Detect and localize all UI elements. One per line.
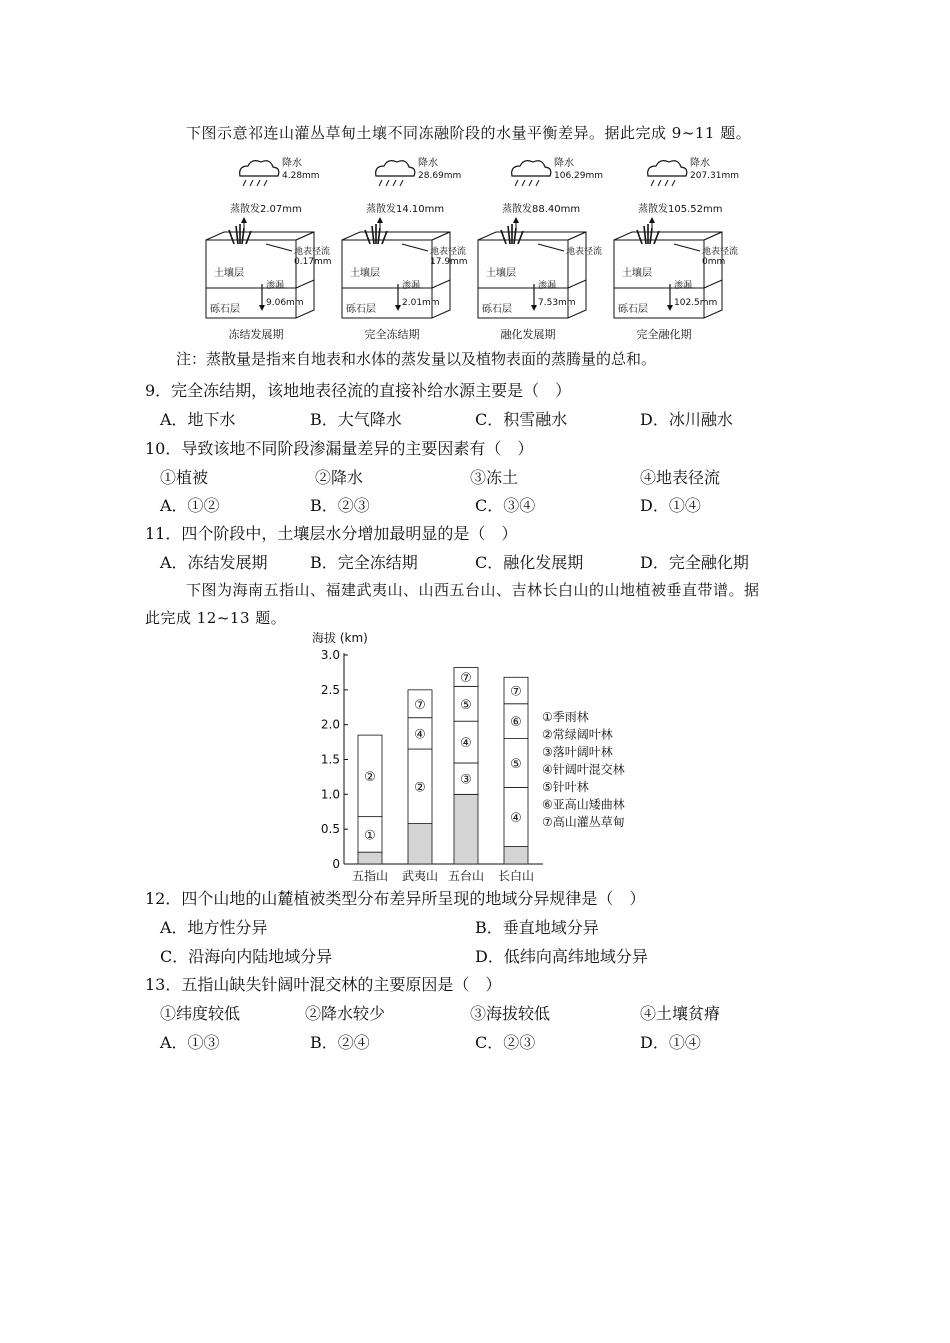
q10-item-2: ②降水 [315, 468, 364, 487]
legend-entry: ③落叶阔叶林 [542, 745, 613, 759]
gravel-layer-label: 砾石层 [346, 304, 376, 315]
bar-segment-label: ⑤ [460, 697, 472, 713]
question-10-stem: 10．导致该地不同阶段渗漏量差异的主要因素有（ ） [145, 439, 534, 458]
q13-option-a[interactable]: A．①③ [160, 1033, 220, 1052]
intro-text-12-13-line2: 此完成 12~13 题。 [145, 609, 287, 627]
seep-label: 渗漏 [266, 281, 285, 291]
seep-value: 7.53mm [538, 298, 576, 308]
runoff-label: 地表径流 [702, 247, 739, 257]
q9-option-c[interactable]: C．积雪融水 [475, 410, 568, 429]
q12-option-c[interactable]: C．沿海向内陆地域分异 [160, 947, 333, 966]
gravel-layer-label: 砾石层 [482, 304, 512, 315]
freeze-thaw-panel [478, 156, 603, 341]
bar-segment-label: ⑦ [510, 684, 522, 700]
question-9-stem: 9．完全冻结期，该地地表径流的直接补给水源主要是（ ） [145, 381, 572, 400]
bar-base-shaded [454, 794, 478, 864]
freeze-thaw-panel [614, 156, 739, 341]
rain-icon [672, 180, 675, 186]
question-13-stem: 13．五指山缺失针阔叶混交林的主要原因是（ ） [145, 975, 502, 994]
runoff-label: 地表径流 [294, 247, 331, 257]
soil-layer-label: 土壤层 [350, 268, 380, 279]
legend-entry: ①季雨林 [542, 710, 589, 724]
seep-label: 渗漏 [674, 281, 693, 291]
freeze-thaw-panel [206, 156, 332, 341]
rain-icon [400, 180, 403, 186]
q9-option-a[interactable]: A．地下水 [160, 410, 236, 429]
q12-option-a[interactable]: A．地方性分异 [160, 918, 268, 937]
q10-item-1: ①植被 [160, 468, 209, 487]
bar-segment-label: ⑥ [510, 715, 522, 731]
runoff-value: 0.17mm [294, 257, 332, 267]
q13-option-c[interactable]: C．②③ [475, 1033, 536, 1052]
bar-segment-label: ④ [414, 727, 426, 743]
q12-option-b[interactable]: B．垂直地域分异 [475, 918, 599, 937]
precip-value: 4.28mm [282, 171, 320, 181]
rain-icon [529, 180, 532, 186]
q10-option-b[interactable]: B．②③ [310, 496, 370, 515]
q9-option-d[interactable]: D．冰川融水 [640, 410, 733, 429]
intro-text-12-13-line1: 下图为海南五指山、福建武夷山、山西五台山、吉林长白山的山地植被垂直带谱。据 [186, 581, 760, 599]
q11-option-d[interactable]: D．完全融化期 [640, 553, 749, 572]
freeze-thaw-panel [342, 156, 468, 341]
y-tick-label: 0 [332, 857, 340, 871]
soil-layer-label: 土壤层 [622, 268, 652, 279]
q13-item-3: ③海拔较低 [470, 1004, 551, 1023]
rain-icon [393, 180, 396, 186]
q13-option-d[interactable]: D．①④ [640, 1033, 701, 1052]
seep-label: 渗漏 [538, 281, 557, 291]
bar-segment-label: ⑦ [414, 697, 426, 713]
rain-icon [264, 180, 267, 186]
evap-label: 蒸散发105.52mm [638, 204, 723, 215]
runoff-label: 地表径流 [430, 247, 467, 257]
q10-item-3: ③冻土 [470, 468, 519, 487]
rain-icon [379, 180, 382, 186]
gravel-layer-label: 砾石层 [210, 304, 240, 315]
runoff-value: 17.9mm [430, 257, 468, 267]
rain-icon [651, 180, 654, 186]
rain-icon [658, 180, 661, 186]
evap-arrowhead [241, 217, 247, 223]
seep-value: 2.01mm [402, 298, 440, 308]
cloud-icon [240, 161, 279, 176]
evap-arrowhead [513, 217, 519, 223]
question-12-stem: 12．四个山地的山麓植被类型分布差异所呈现的地域分异规律是（ ） [145, 889, 646, 908]
runoff-value: 0mm [702, 257, 726, 267]
cloud-icon [512, 161, 551, 176]
figure-note: 注：蒸散量是指来自地表和水体的蒸发量以及植物表面的蒸腾量的总和。 [176, 350, 657, 368]
q9-option-b[interactable]: B．大气降水 [310, 410, 402, 429]
y-tick-label: 1.0 [320, 787, 340, 802]
y-tick-label: 2.5 [320, 682, 340, 697]
runoff-label: 地表径流 [566, 247, 603, 257]
x-tick-label: 五台山 [447, 869, 485, 883]
evap-arrowhead [649, 217, 655, 223]
evap-label: 蒸散发14.10mm [366, 204, 445, 215]
precip-label: 降水 [554, 158, 574, 169]
bar-segment-label: ④ [460, 736, 472, 752]
y-axis-label: 海拔 (km) [312, 631, 368, 645]
legend-entry: ④针阔叶混交林 [542, 762, 625, 777]
q10-option-a[interactable]: A．①② [160, 496, 220, 515]
bar-segment-label: ② [414, 780, 426, 796]
bar-segment-label: ⑦ [460, 670, 472, 686]
bar-segment-label: ④ [510, 810, 522, 826]
q13-item-4: ④土壤贫瘠 [640, 1004, 721, 1023]
panel-title: 完全融化期 [636, 328, 692, 341]
x-tick-label: 长白山 [497, 869, 535, 883]
bar-base-shaded [358, 852, 382, 864]
legend-entry: ⑦高山灌丛草甸 [542, 815, 625, 829]
y-tick-label: 3.0 [320, 648, 340, 662]
precip-value: 28.69mm [418, 171, 462, 181]
bar-base-shaded [408, 824, 432, 864]
rain-icon [515, 180, 518, 186]
q13-item-2: ②降水较少 [305, 1004, 386, 1023]
freeze-thaw-water-balance-figure [196, 148, 756, 348]
cloud-icon [376, 161, 415, 176]
rain-icon [257, 180, 260, 186]
legend-entry: ⑥亚高山矮曲林 [542, 797, 625, 812]
rain-icon [536, 180, 539, 186]
intro-text-9-11: 下图示意祁连山灌丛草甸土壤不同冻融阶段的水量平衡差异。据此完成 9~11 题。 [186, 124, 752, 142]
q10-option-d[interactable]: D．①④ [640, 496, 701, 515]
q11-option-a[interactable]: A．冻结发展期 [160, 553, 268, 572]
legend-entry: ②常绿阔叶林 [542, 727, 613, 742]
y-tick-label: 0.5 [320, 822, 340, 837]
y-tick-label: 1.5 [320, 752, 340, 767]
x-tick-label: 武夷山 [401, 869, 439, 883]
bar-segment-label: ② [364, 769, 376, 785]
seep-label: 渗漏 [402, 281, 421, 291]
panel-title: 融化发展期 [500, 328, 556, 341]
precip-label: 降水 [418, 158, 438, 169]
bar-segment-label: ③ [460, 772, 472, 788]
precip-label: 降水 [690, 158, 710, 169]
precip-value: 106.29mm [554, 171, 604, 181]
bar-segment-label: ① [364, 828, 376, 844]
panel-title: 冻结发展期 [228, 328, 284, 341]
bar-base-shaded [504, 847, 528, 864]
q12-option-d[interactable]: D．低纬向高纬地域分异 [475, 947, 648, 966]
soil-layer-label: 土壤层 [486, 268, 516, 279]
q13-item-1: ①纬度较低 [160, 1004, 241, 1023]
x-tick-label: 五指山 [351, 869, 389, 883]
vegetation-zonation-chart [300, 628, 660, 886]
evap-label: 蒸散发88.40mm [502, 204, 581, 215]
rain-icon [522, 180, 525, 186]
soil-layer-label: 土壤层 [214, 268, 244, 279]
q10-option-c[interactable]: C．③④ [475, 496, 536, 515]
legend-entry: ⑤针叶林 [542, 780, 589, 794]
precip-value: 207.31mm [690, 171, 740, 181]
rain-icon [250, 180, 253, 186]
rain-icon [386, 180, 389, 186]
evap-arrowhead [377, 217, 383, 223]
q11-option-c[interactable]: C．融化发展期 [475, 553, 584, 572]
bar-segment-label: ⑤ [510, 756, 522, 772]
rain-icon [665, 180, 668, 186]
rain-icon [243, 180, 246, 186]
precip-label: 降水 [282, 158, 302, 169]
cloud-icon [648, 161, 687, 176]
seep-value: 9.06mm [266, 298, 304, 308]
panel-title: 完全冻结期 [364, 328, 420, 341]
question-11-stem: 11．四个阶段中，土壤层水分增加最明显的是（ ） [145, 524, 518, 543]
q10-item-4: ④地表径流 [640, 468, 721, 487]
seep-value: 102.5mm [674, 298, 718, 308]
gravel-layer-label: 砾石层 [618, 304, 648, 315]
q11-option-b[interactable]: B．完全冻结期 [310, 553, 418, 572]
q13-option-b[interactable]: B．②④ [310, 1033, 370, 1052]
evap-label: 蒸散发2.07mm [230, 204, 302, 215]
y-tick-label: 2.0 [320, 717, 340, 732]
